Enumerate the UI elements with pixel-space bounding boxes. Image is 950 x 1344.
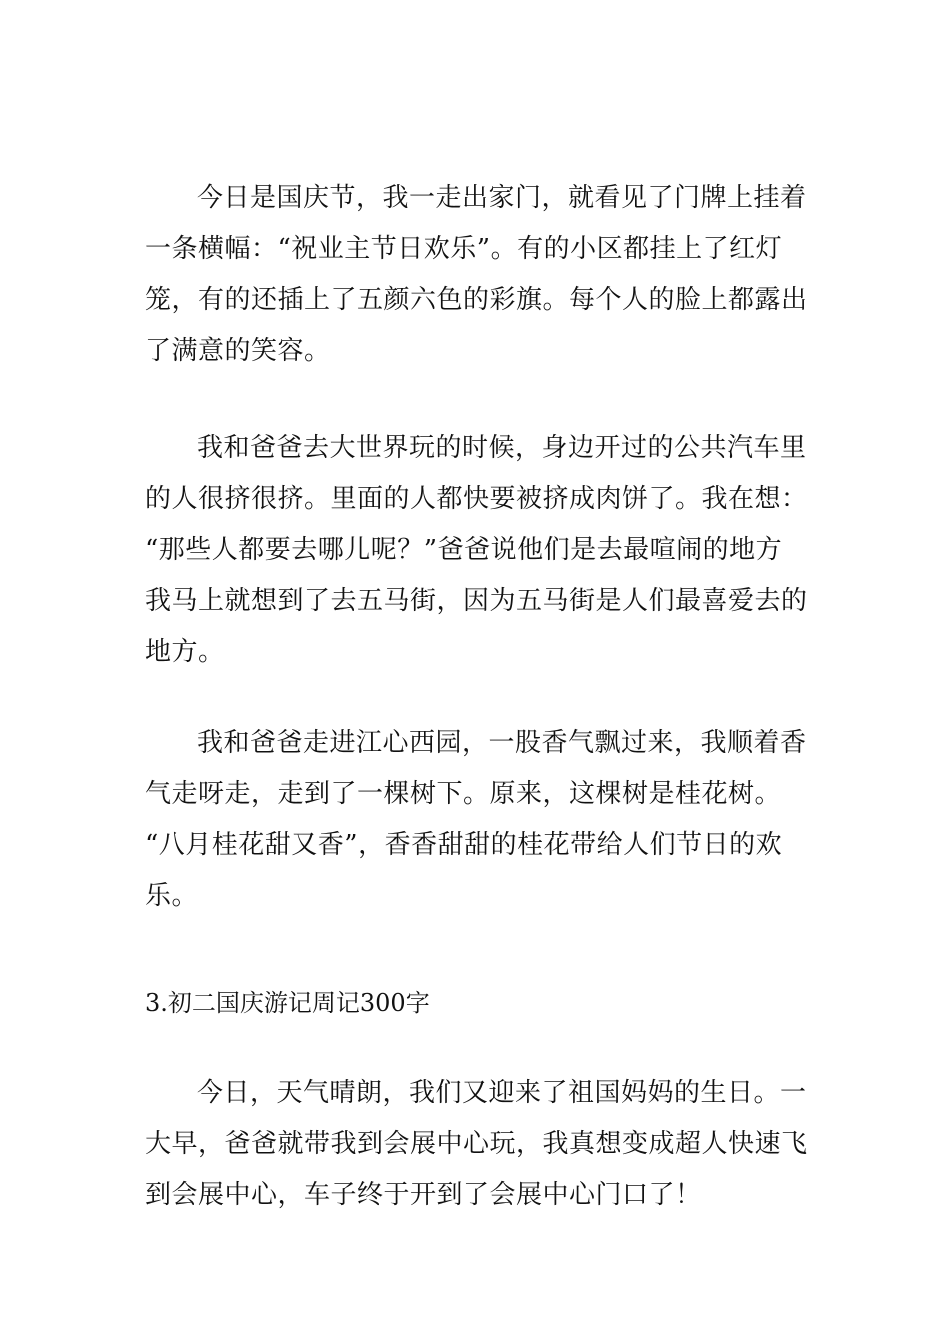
paragraph-line: 的人很挤很挤。里面的人都快要被挤成肉饼了。我在想：: [145, 484, 808, 514]
paragraph-line: 气走呀走，走到了一棵树下。原来，这棵树是桂花树。: [145, 779, 782, 809]
paragraph-line: 我马上就想到了去五马街，因为五马街是人们最喜爱去的: [145, 586, 808, 616]
paragraph-line: 乐。: [145, 881, 199, 911]
paragraph-line: 笼，有的还插上了五颜六色的彩旗。每个人的脸上都露出: [145, 285, 808, 315]
paragraph-line: “那些人都要去哪儿呢？”爸爸说他们是去最喧闹的地方: [145, 535, 783, 565]
paragraph-1: [145, 173, 810, 377]
paragraph-line: 了满意的笑容。: [145, 336, 331, 366]
paragraph-line: 今日是国庆节，我一走出家门，就看见了门牌上挂着: [197, 183, 807, 213]
paragraph-line: 到会展中心，车子终于开到了会展中心门口了！: [145, 1180, 702, 1210]
paragraph-3: [145, 718, 810, 922]
paragraph-line: 大早，爸爸就带我到会展中心玩，我真想变成超人快速飞: [145, 1129, 808, 1159]
paragraph-line: 我和爸爸去大世界玩的时候，身边开过的公共汽车里: [197, 433, 807, 463]
paragraph-line: 今日，天气晴朗，我们又迎来了祖国妈妈的生日。一: [197, 1078, 807, 1108]
paragraph-line: 地方。: [145, 637, 225, 667]
paragraph-line: 我和爸爸走进江心西园，一股香气飘过来，我顺着香: [197, 728, 807, 758]
section-heading: 3.初二国庆游记周记300字: [145, 989, 430, 1017]
paragraph-line: “八月桂花甜又香”，香香甜甜的桂花带给人们节日的欢: [145, 830, 783, 860]
paragraph-4: [145, 1068, 810, 1221]
paragraph-2: [145, 423, 810, 678]
paragraph-line: 一条横幅：“祝业主节日欢乐”。有的小区都挂上了红灯: [145, 234, 783, 264]
